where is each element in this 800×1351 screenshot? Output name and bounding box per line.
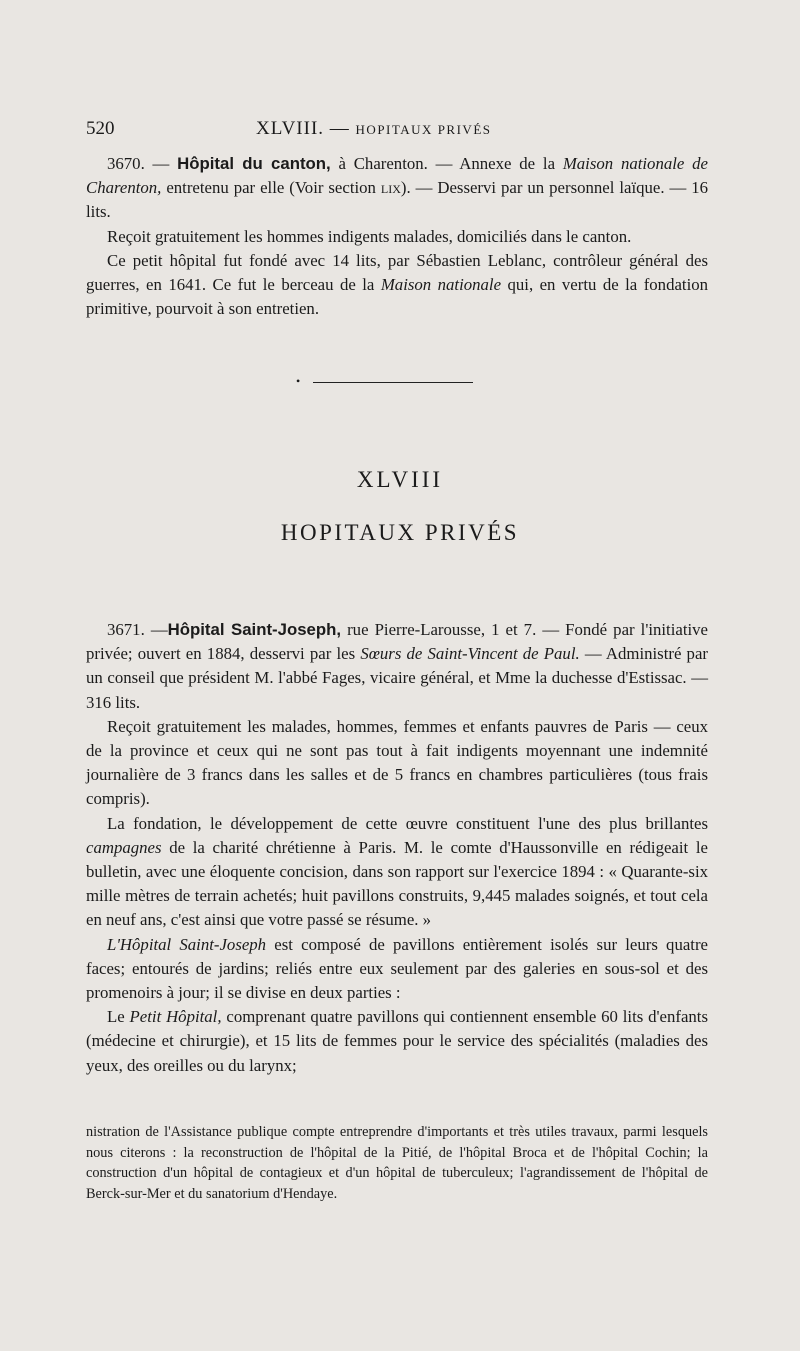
entry-text: — Administré par un conseil que président M. l'abbé Fages, vicaire général, et Mme la duchesse d'Estissac. — 316 lits. <box>86 644 708 712</box>
entry-3670-para-2: Reçoit gratuitement les hommes indigents malades, domiciliés dans le canton. <box>107 226 632 246</box>
entry-text: entretenu par elle (Voir section <box>166 178 376 198</box>
running-section-numeral: XLVIII. <box>256 118 325 139</box>
entry-3670-para-3 <box>86 249 708 322</box>
footnote: nistration de l'Assistance publique compte entreprendre d'importants et très utiles travaux, parmi lesquels nous citerons : la reconstruction de l'hôpital de la Pitié, de l'hôpital Broca et de l'hôpital Cochin; la construction d'un hôpital de contagieux et d'un hôpital de tuberculeux; l'agrandissement de l'hôpital de Berck-sur-Mer et du sanatorium d'Hendaye. <box>86 1124 708 1202</box>
entry-text: Le <box>107 1007 125 1027</box>
entry-3670 <box>86 152 708 321</box>
section-reference: lix <box>380 178 401 198</box>
entry-name: Hôpital du canton, <box>177 154 331 173</box>
divider-mark: • <box>296 374 301 388</box>
entry-text: comprenant quatre pavillons qui contiennent ensemble 60 lits d'enfants (médecine et chirurgie), et 15 lits de femmes pour le service des spécialités (maladies des yeux, des oreilles ou du larynx; <box>86 1007 708 1075</box>
running-section-title: HOPITAUX PRIVÉS <box>355 122 492 137</box>
entry-text: ). — Desservi par un personnel laïque. — 16 lits. <box>86 178 708 222</box>
entry-italic: campagnes <box>86 837 162 857</box>
entry-3671-para-4 <box>86 933 708 1006</box>
entry-italic: Maison nationale de Charenton, <box>86 154 708 198</box>
entry-number: 3671. — <box>107 620 168 639</box>
entry-text: de la charité chrétienne à Paris. M. le comte d'Haussonville en rédigeait le bulletin, avec une éloquente concision, dans son rapport sur l'exercice 1894 : « Quarante-six mille mètres de terrain achetés; huit pavillons construits, 9,445 malades soignés, et tout cela en neuf ans, c'est ainsi que votre passé se résume. » <box>86 837 708 930</box>
entry-italic: Petit Hôpital, <box>129 1007 222 1027</box>
running-title <box>256 118 492 140</box>
section-title-heading: HOPITAUX PRIVÉS <box>280 520 520 545</box>
entry-3671-para-2: Reçoit gratuitement les malades, hommes, femmes et enfants pauvres de Paris — ceux de la province et ceux qui ne sont pas tout à fait indigents moyennant une indemnité journalière de 3 francs dans les salles et de 5 francs en chambres particulières (tous frais compris). <box>86 716 708 809</box>
entry-text: La fondation, le développement de cette œuvre constituent l'une des plus brillantes <box>107 813 708 833</box>
entry-text: Ce petit hôpital fut fondé avec 14 lits, par Sébastien Leblanc, contrôleur général des guerres, en 1641. Ce fut le berceau de la <box>86 250 708 295</box>
section-numeral-heading: XLVIII <box>356 467 444 492</box>
entry-italic: L'Hôpital Saint-Joseph <box>107 934 267 954</box>
entry-italic: Maison nationale <box>380 275 502 295</box>
entry-name: Hôpital Saint-Joseph, <box>167 620 342 639</box>
entry-number: 3670. — <box>107 154 170 173</box>
entry-italic: Sœurs de Saint-Vincent de Paul. <box>360 644 580 664</box>
entry-3671-para-3 <box>86 812 708 933</box>
entry-text: rue Pierre-Larousse, 1 et 7. — Fondé par l'initiative privée; ouvert en 1884, desservi par les <box>86 620 708 664</box>
entry-3671-para-5 <box>86 1005 708 1078</box>
entry-3670-para-1 <box>86 152 708 225</box>
page-number: 520 <box>86 118 115 139</box>
entry-3671 <box>86 618 708 1078</box>
entry-text: à Charenton. — Annexe de la <box>338 154 556 173</box>
running-header <box>86 118 714 142</box>
section-divider-rule <box>313 382 473 383</box>
entry-text: qui, en vertu de la fondation primitive, pourvoit à son entretien. <box>86 275 709 319</box>
entry-3671-para-1 <box>86 618 708 715</box>
running-dash: — <box>329 118 350 139</box>
entry-text: est composé de pavillons entièrement isolés sur leurs quatre faces; entourés de jardins; reliés entre eux seulement par des galeries en sous-sol et des promenoirs à jour; il se divise en deux parties : <box>86 934 708 1003</box>
